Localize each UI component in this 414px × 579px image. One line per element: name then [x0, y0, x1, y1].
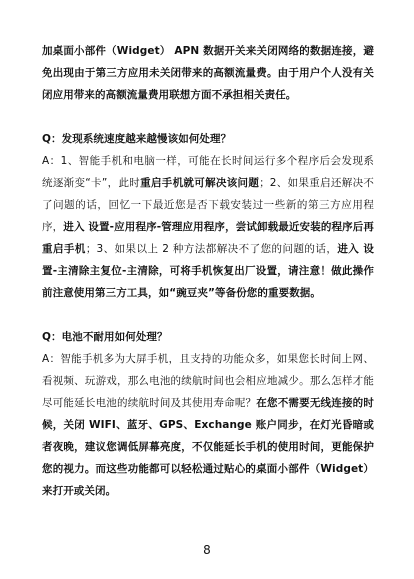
answer-bold-text: 进入 设置-主清除主复位-主清除，可将手机恢复出厂设置，请注意！做此操作前注意使用第三方工具，如“豌豆夹”等备份您的重要数据。: [42, 243, 374, 299]
answer-bold-text: 进入 设置-应用程序-管理应用程序，尝试卸载最近安装的程序后再重启手机: [42, 221, 374, 255]
answer-bold-text: 在您不需要无线连接的时候，关闭 WIFI、蓝牙、GPS、Exchange 账户同步，在灯光昏暗或者夜晚，建议您调低屏幕亮度，不仅能延长手机的使用时间，更能保护您的视力。而这些功能都可以轻松通过贴心的桌面小部件（Widget）来打开或关闭。: [42, 397, 374, 497]
answer-text: A：智能手机多为大屏手机，且支持的功能众多，如果您长时间上网、看视频、玩游戏，那么电池的续航时间也会相应地减少。那么怎样才能尽可能延长电池的续航时间及其使用寿命呢？: [42, 353, 374, 409]
answer-text: A：1、智能手机和电脑一样，可能在长时间运行多个程序后会发现系统逐渐变“卡”，此时: [42, 155, 374, 189]
answer-bold-text: 重启手机就可解决该问题: [140, 177, 260, 189]
answer-text: ；2、如果重启还解决不了问题的话，回忆一下最近您是否下载安装过一些新的第三方应用程序，: [42, 177, 374, 233]
question-slow-system: Q：发现系统速度越来越慢该如何处理？: [42, 133, 232, 145]
answer-text: ；3、如果以上 2 种方法都解决不了您的问题的话，: [85, 243, 338, 255]
manual-page: [42, 40, 374, 502]
answer-battery: [42, 348, 374, 502]
page-number: 8: [203, 543, 211, 557]
question-battery: Q：电池不耐用如何处理？: [42, 331, 168, 343]
answer-slow-system: [42, 150, 374, 304]
intro-paragraph: 加桌面小部件（Widget） APN 数据开关来关闭网络的数据连接，避免出现由于第三方应用未关闭带来的高额流量费。由于用户个人没有关闭应用带来的高额流量费用联想方面不承担相关责任。: [42, 45, 374, 101]
